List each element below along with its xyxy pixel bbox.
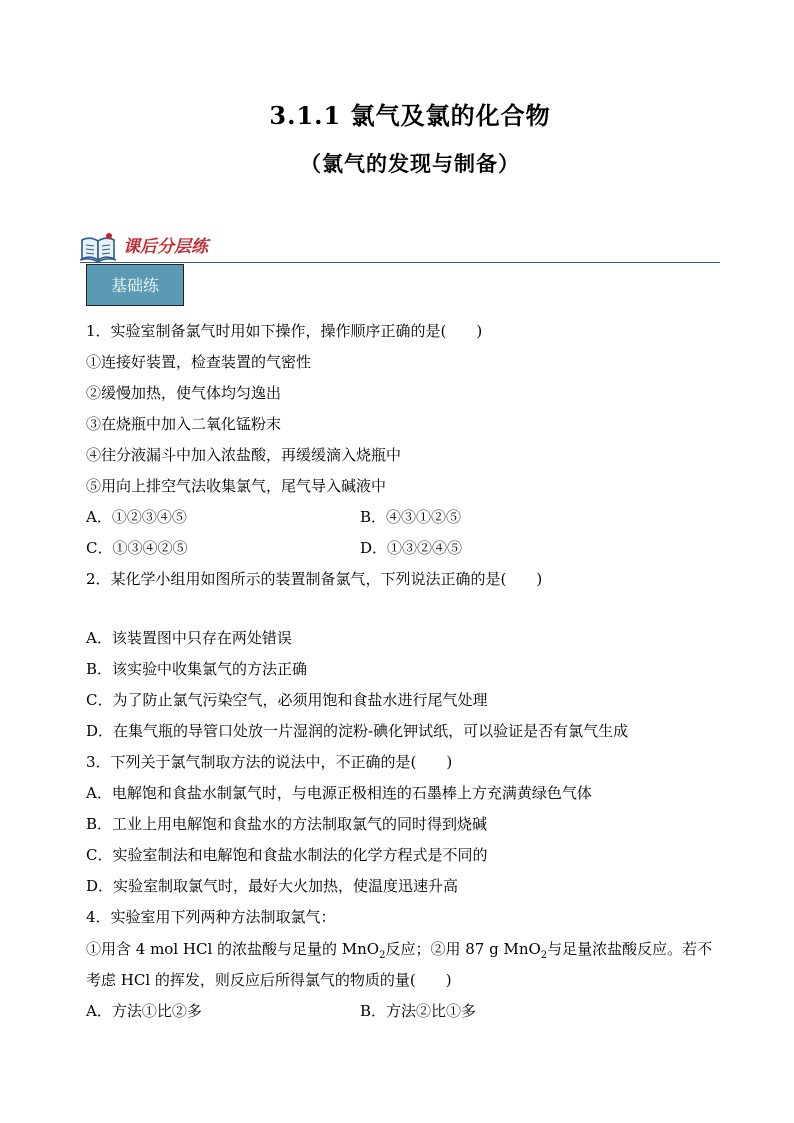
q4-text-line-2: 考虑 HCl 的挥发，则反应后所得氯气的物质的量( ) [86, 971, 452, 989]
open-book-icon [78, 230, 118, 264]
q2-stem: 2．某化学小组用如图所示的装置制备氯气，下列说法正确的是( ) [86, 570, 543, 588]
q2-option-d: D．在集气瓶的导管口处放一片湿润的淀粉-碘化钾试纸，可以验证是否有氯气生成 [86, 722, 629, 740]
q1-step-1: ①连接好装置，检查装置的气密性 [86, 353, 312, 371]
q3-option-c: C．实验室制法和电解饱和食盐水制法的化学方程式是不同的 [86, 846, 488, 864]
q1-option-b: B．④③①②⑤ [360, 508, 462, 526]
q4-subscript-2: 2 [540, 950, 548, 961]
q4-text-part-c: 与足量浓盐酸反应。若不 [547, 940, 713, 958]
q3-option-a: A．电解饱和食盐水制氯气时，与电源正极相连的石墨棒上方充满黄绿色气体 [86, 784, 592, 802]
q4-option-b: B．方法②比①多 [360, 1002, 477, 1020]
q1-option-d: D．①③②④⑤ [360, 539, 463, 557]
q1-step-3: ③在烧瓶中加入二氧化锰粉末 [86, 415, 282, 433]
page-title: 3.1.1 氯气及氯的化合物 [269, 101, 551, 130]
basic-practice-tab: 基础练 [86, 264, 184, 306]
q3-option-b: B．工业上用电解饱和食盐水的方法制取氯气的同时得到烧碱 [86, 815, 488, 833]
q4-text-part-b: 反应；②用 87 g MnO [385, 940, 541, 958]
q4-option-a: A．方法①比②多 [86, 1002, 202, 1020]
q1-option-c: C．①③④②⑤ [86, 539, 188, 557]
banner-divider [80, 262, 720, 263]
page-subtitle: （氯气的发现与制备） [300, 151, 520, 176]
q1-step-4: ④往分液漏斗中加入浓盐酸，再缓缓滴入烧瓶中 [86, 446, 402, 464]
q1-step-5: ⑤用向上排空气法收集氯气，尾气导入碱液中 [86, 477, 387, 495]
q2-option-a: A．该装置图中只存在两处错误 [86, 629, 292, 647]
q2-option-b: B．该实验中收集氯气的方法正确 [86, 660, 308, 678]
q2-option-c: C．为了防止氯气污染空气，必须用饱和食盐水进行尾气处理 [86, 691, 488, 709]
banner-label: 课后分层练 [123, 237, 208, 257]
q1-option-a: A．①②③④⑤ [86, 508, 187, 526]
q3-stem: 3．下列关于氯气制取方法的说法中，不正确的是( ) [86, 753, 453, 771]
q3-option-d: D．实验室制取氯气时，最好大火加热，使温度迅速升高 [86, 877, 459, 895]
q4-stem: 4．实验室用下列两种方法制取氯气： [86, 908, 336, 926]
q1-step-2: ②缓慢加热，使气体均匀逸出 [86, 384, 282, 402]
section-banner [78, 230, 720, 266]
q1-stem: 1．实验室制备氯气时用如下操作，操作顺序正确的是( ) [86, 322, 483, 340]
q4-text-part-a: ①用含 4 mol HCl 的浓盐酸与足量的 MnO [86, 940, 380, 958]
q4-subscript-1: 2 [379, 950, 386, 961]
q4-text-line-1 [86, 939, 712, 959]
